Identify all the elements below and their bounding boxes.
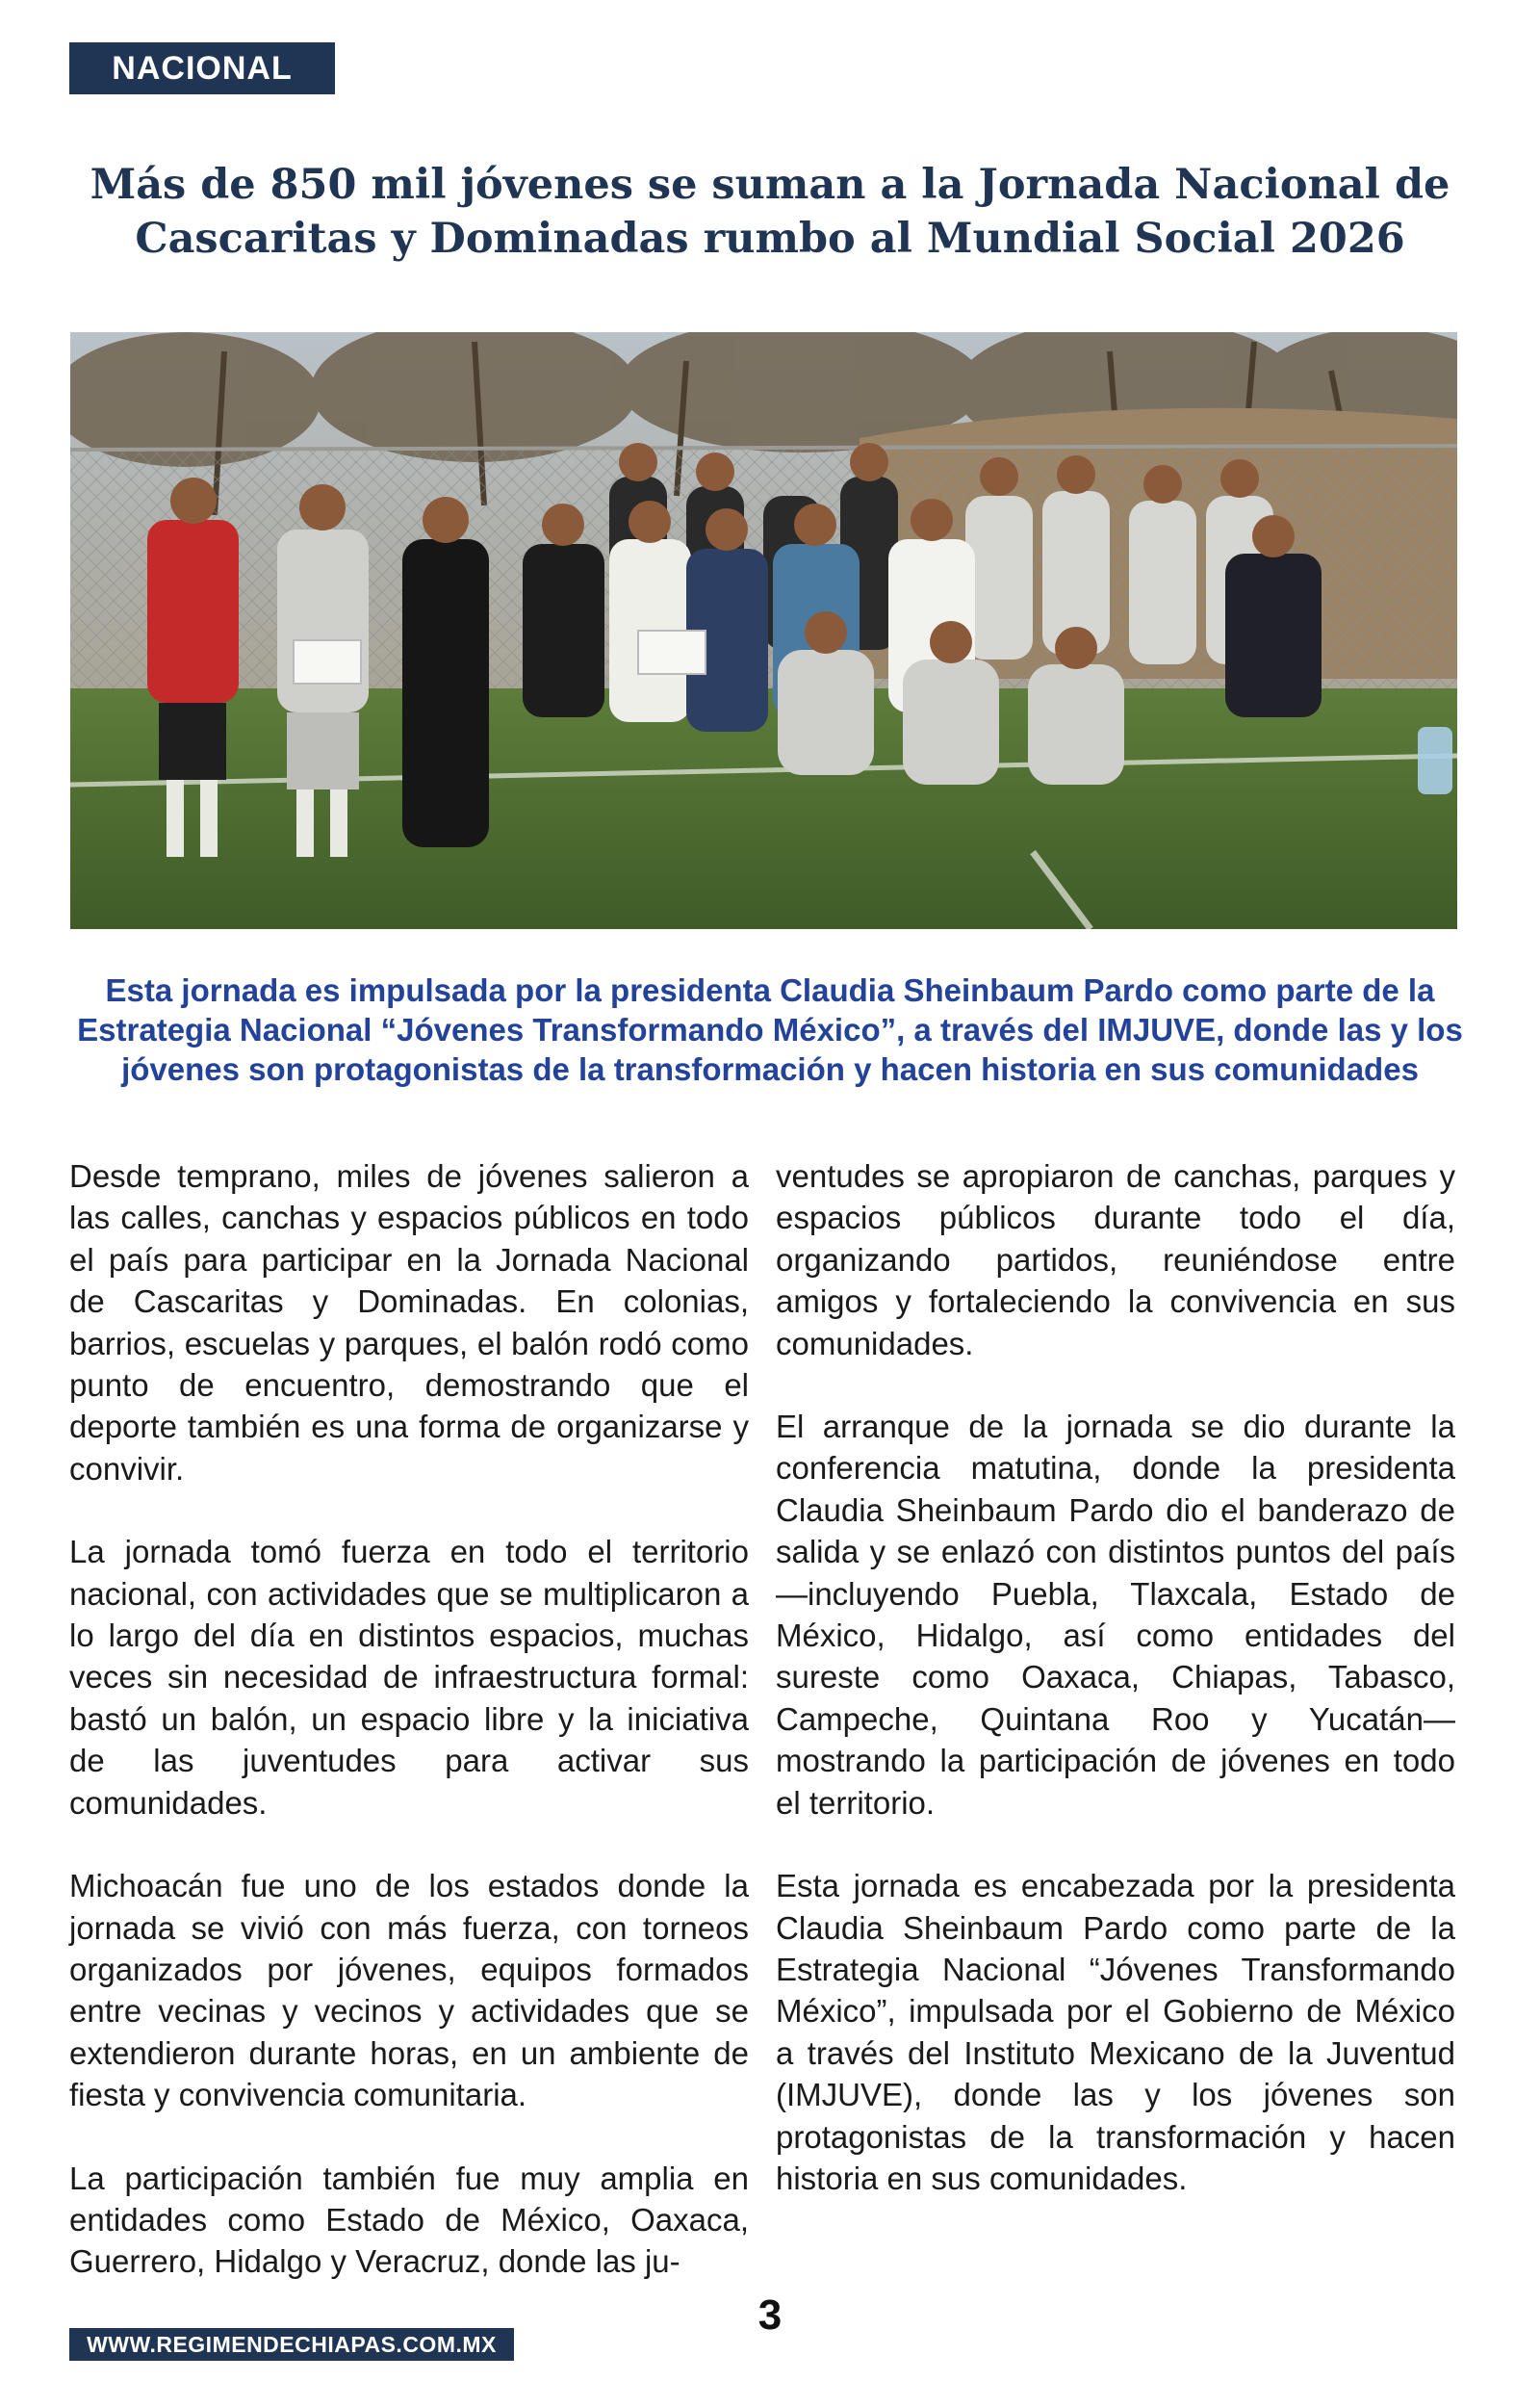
paragraph: El arranque de la jornada se dio durante la conferencia matutina, donde la presidenta Claudia Sheinbaum Pardo dio el banderazo de salida y se enlazó con distintos puntos del país —incluyendo Puebla, Tlaxcala, Estado de México, Hidalgo, así como entidades del sureste como Oaxaca, Chiapas, Tabasco, Campeche, Quintana Roo y Yucatán— mostrando la participación de jóvenes en todo el territorio. [776, 1409, 1455, 1821]
article-subheadline: Esta jornada es impulsada por la presidenta Claudia Sheinbaum Pardo como parte de la Estrategia Nacional “Jóvenes Transformando México”, a través del IMJUVE, donde las y los jóvenes son protagonistas de la transformación y hacen historia en sus comunidades [77, 972, 1463, 1087]
paragraph: La jornada tomó fuerza en todo el territorio nacional, con actividades que se multiplicaron a lo largo del día en distintos espacios, muchas veces sin necesidad de infraestructura formal: bastó un balón, un espacio libre y la iniciativa de las juventudes para activar sus comunidades. [69, 1534, 749, 1821]
paragraph: ventudes se apropiaron de canchas, parques y espacios públicos durante todo el día, organizando partidos, reuniéndose entre amigos y fortaleciendo la convivencia en sus comunidades. [776, 1158, 1455, 1361]
paragraph: La participación también fue muy amplia en entidades como Estado de México, Oaxaca, Guerrero, Hidalgo y Veracruz, donde las ju- [69, 2160, 749, 2280]
right-column [776, 1155, 1455, 2240]
page-number: 3 [757, 2291, 783, 2339]
section-label: NACIONAL [69, 42, 335, 94]
paragraph: Esta jornada es encabezada por la presidenta Claudia Sheinbaum Pardo como parte de la Estrategia Nacional “Jóvenes Transformando México”, impulsada por el Gobierno de México a través del Instituto Mexicano de la Juventud (IMJUVE), donde las y los jóvenes son protagonistas de la transformación y hacen historia en sus comunidades. [776, 1868, 1455, 2196]
footer-website-link[interactable]: WWW.REGIMENDECHIAPAS.COM.MX [69, 2328, 514, 2361]
article-headline: Más de 850 mil jóvenes se suman a la Jornada Nacional de Cascaritas y Dominadas rumbo al Mundial Social 2026 [90, 161, 1450, 263]
left-column [69, 1155, 749, 2324]
paragraph: Desde temprano, miles de jóvenes salieron a las calles, canchas y espacios públicos en todo el país para participar en la Jornada Nacional de Cascaritas y Dominadas. En colonias, barrios, escuelas y parques, el balón rodó como punto de encuentro, demostrando que el deporte también es una forma de organizarse y convivir. [69, 1158, 749, 1487]
paragraph: Michoacán fue uno de los estados donde la jornada se vivió con más fuerza, con torneos organizados por jóvenes, equipos formados entre vecinas y vecinos y actividades que se extendieron durante horas, en un ambiente de fiesta y convivencia comunitaria. [69, 1868, 749, 2113]
article-photo [70, 332, 1457, 929]
